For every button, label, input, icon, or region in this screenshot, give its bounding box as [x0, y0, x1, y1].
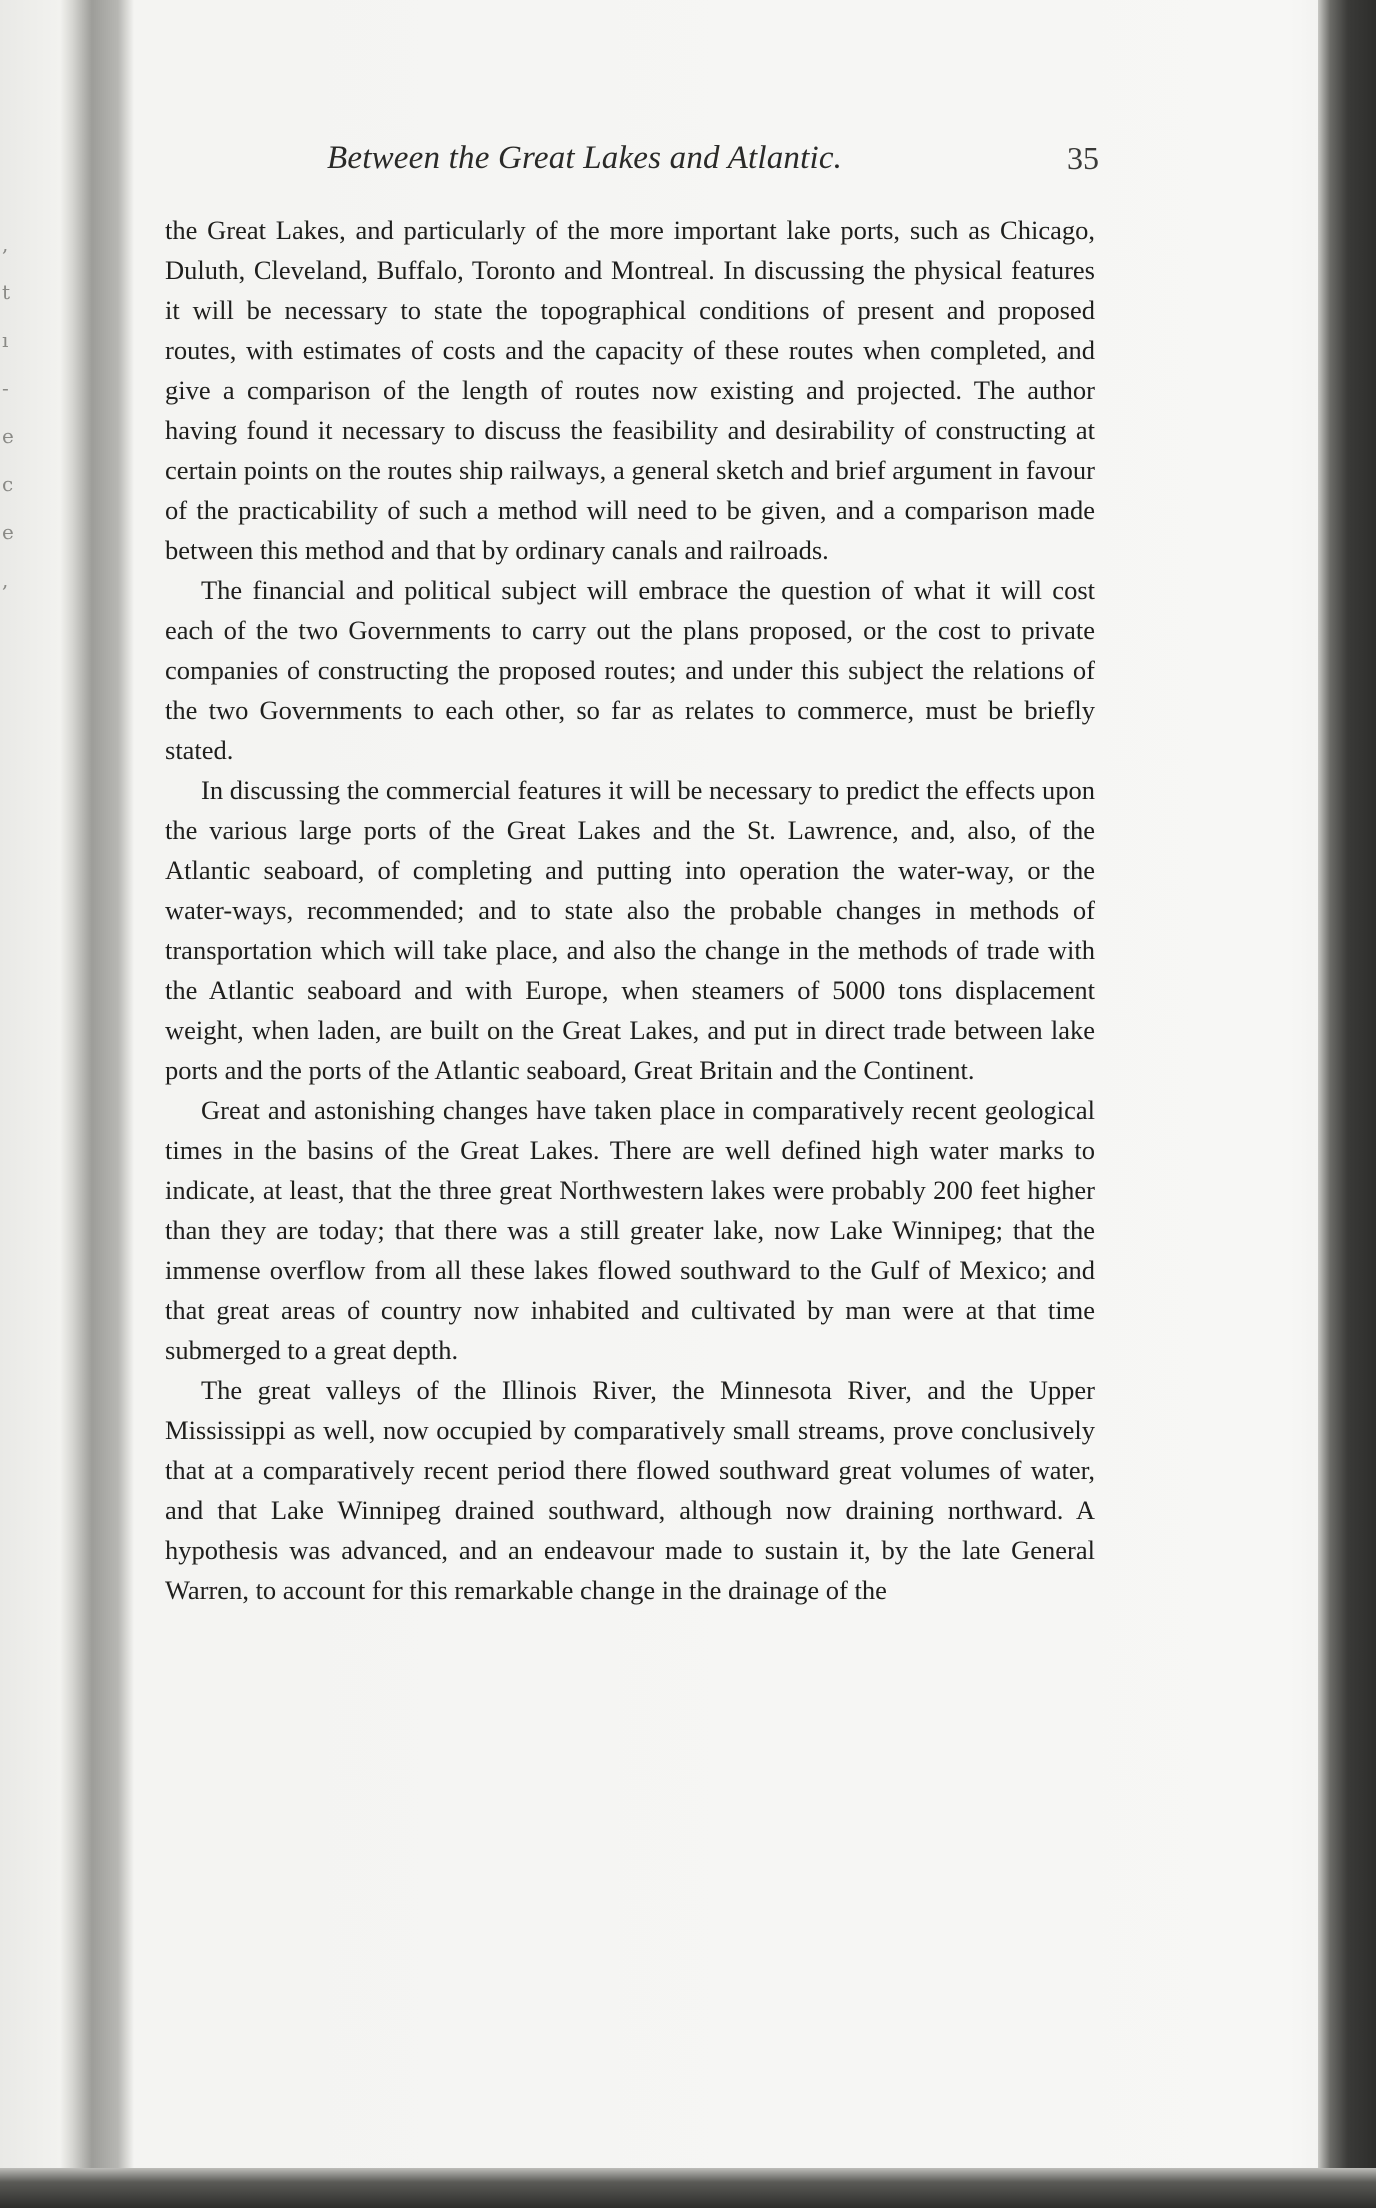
gutter-mark: , — [2, 568, 9, 592]
gutter-bleed-marks — [2, 220, 16, 604]
paragraph-commercial-features: In discussing the commercial features it will be necessary to predict the effects upon the various large ports of the Great Lakes and the St. Lawrence, and, also, of the Atlantic seaboard, of completing and putting into operation the water-way, or the water-ways, recommended; and to state also the probable changes in methods of transportation which will take place, and also the change in the methods of trade with the Atlantic seaboard and with Europe, when steamers of 5000 tons displacement weight, when laden, are built on the Great Lakes, and put in direct trade between lake ports and the ports of the Atlantic seaboard, Great Britain and the Continent. — [165, 775, 1095, 1085]
gutter-mark: e — [2, 424, 14, 448]
paragraph-continued: the Great Lakes, and particularly of the more important lake ports, such as Chicago, Duluth, Cleveland, Buffalo, Toronto and Montreal. In discussing the physical features it will be necessary to state the topographical conditions of present and proposed routes, with estimates of costs and the capacity of these routes when completed, and give a comparison of the length of routes now existing and projected. The author having found it necessary to discuss the feasibility and desirability of constructing at certain points on the routes ship railways, a general sketch and brief argument in favour of the practicability of such a method will need to be given, and a comparison made between this method and that by ordinary canals and railroads. — [165, 215, 1095, 565]
page-right-edge-shadow — [1318, 0, 1376, 2208]
paragraph-financial-political: The financial and political subject will embrace the question of what it will cost each of the two Governments to carry out the plans proposed, or the cost to private companies of constructing the proposed routes; and under this subject the relations of the two Governments to each other, so far as relates to commerce, must be briefly stated. — [165, 575, 1095, 765]
paragraph-geological-changes: Great and astonishing changes have taken place in comparatively recent geological times in the basins of the Great Lakes. There are well defined high water marks to indicate, at least, that the three great Northwestern lakes were probably 200 feet higher than they are today; that there was a still greater lake, now Lake Winnipeg; that the immense overflow from all these lakes flowed southward to the Gulf of Mexico; and that great areas of country now inhabited and cultivated by man were at that time submerged to a great depth. — [165, 1095, 1095, 1365]
gutter-mark: ı — [2, 328, 9, 352]
gutter-mark: c — [2, 472, 14, 496]
page-number: 35 — [1067, 140, 1099, 176]
body-text — [165, 210, 1095, 1610]
gutter-mark: e — [2, 520, 14, 544]
paragraph-great-valleys: The great valleys of the Illinois River, the Minnesota River, and the Upper Mississippi as well, now occupied by comparatively small streams, prove conclusively that at a comparatively recent period there flowed southward great volumes of water, and that Lake Winnipeg drained southward, although now draining northward. A hypothesis was advanced, and an endeavour made to sustain it, by the late General Warren, to account for this remarkable change in the drainage of the — [165, 1375, 1095, 1605]
running-head — [165, 140, 1099, 196]
gutter-mark: - — [2, 376, 9, 400]
running-title: Between the Great Lakes and Atlantic. — [327, 140, 843, 176]
gutter-mark: , — [2, 232, 9, 256]
gutter-mark: t — [2, 280, 11, 304]
page-bottom-edge-shadow — [0, 2168, 1376, 2208]
book-page — [165, 140, 1099, 1610]
